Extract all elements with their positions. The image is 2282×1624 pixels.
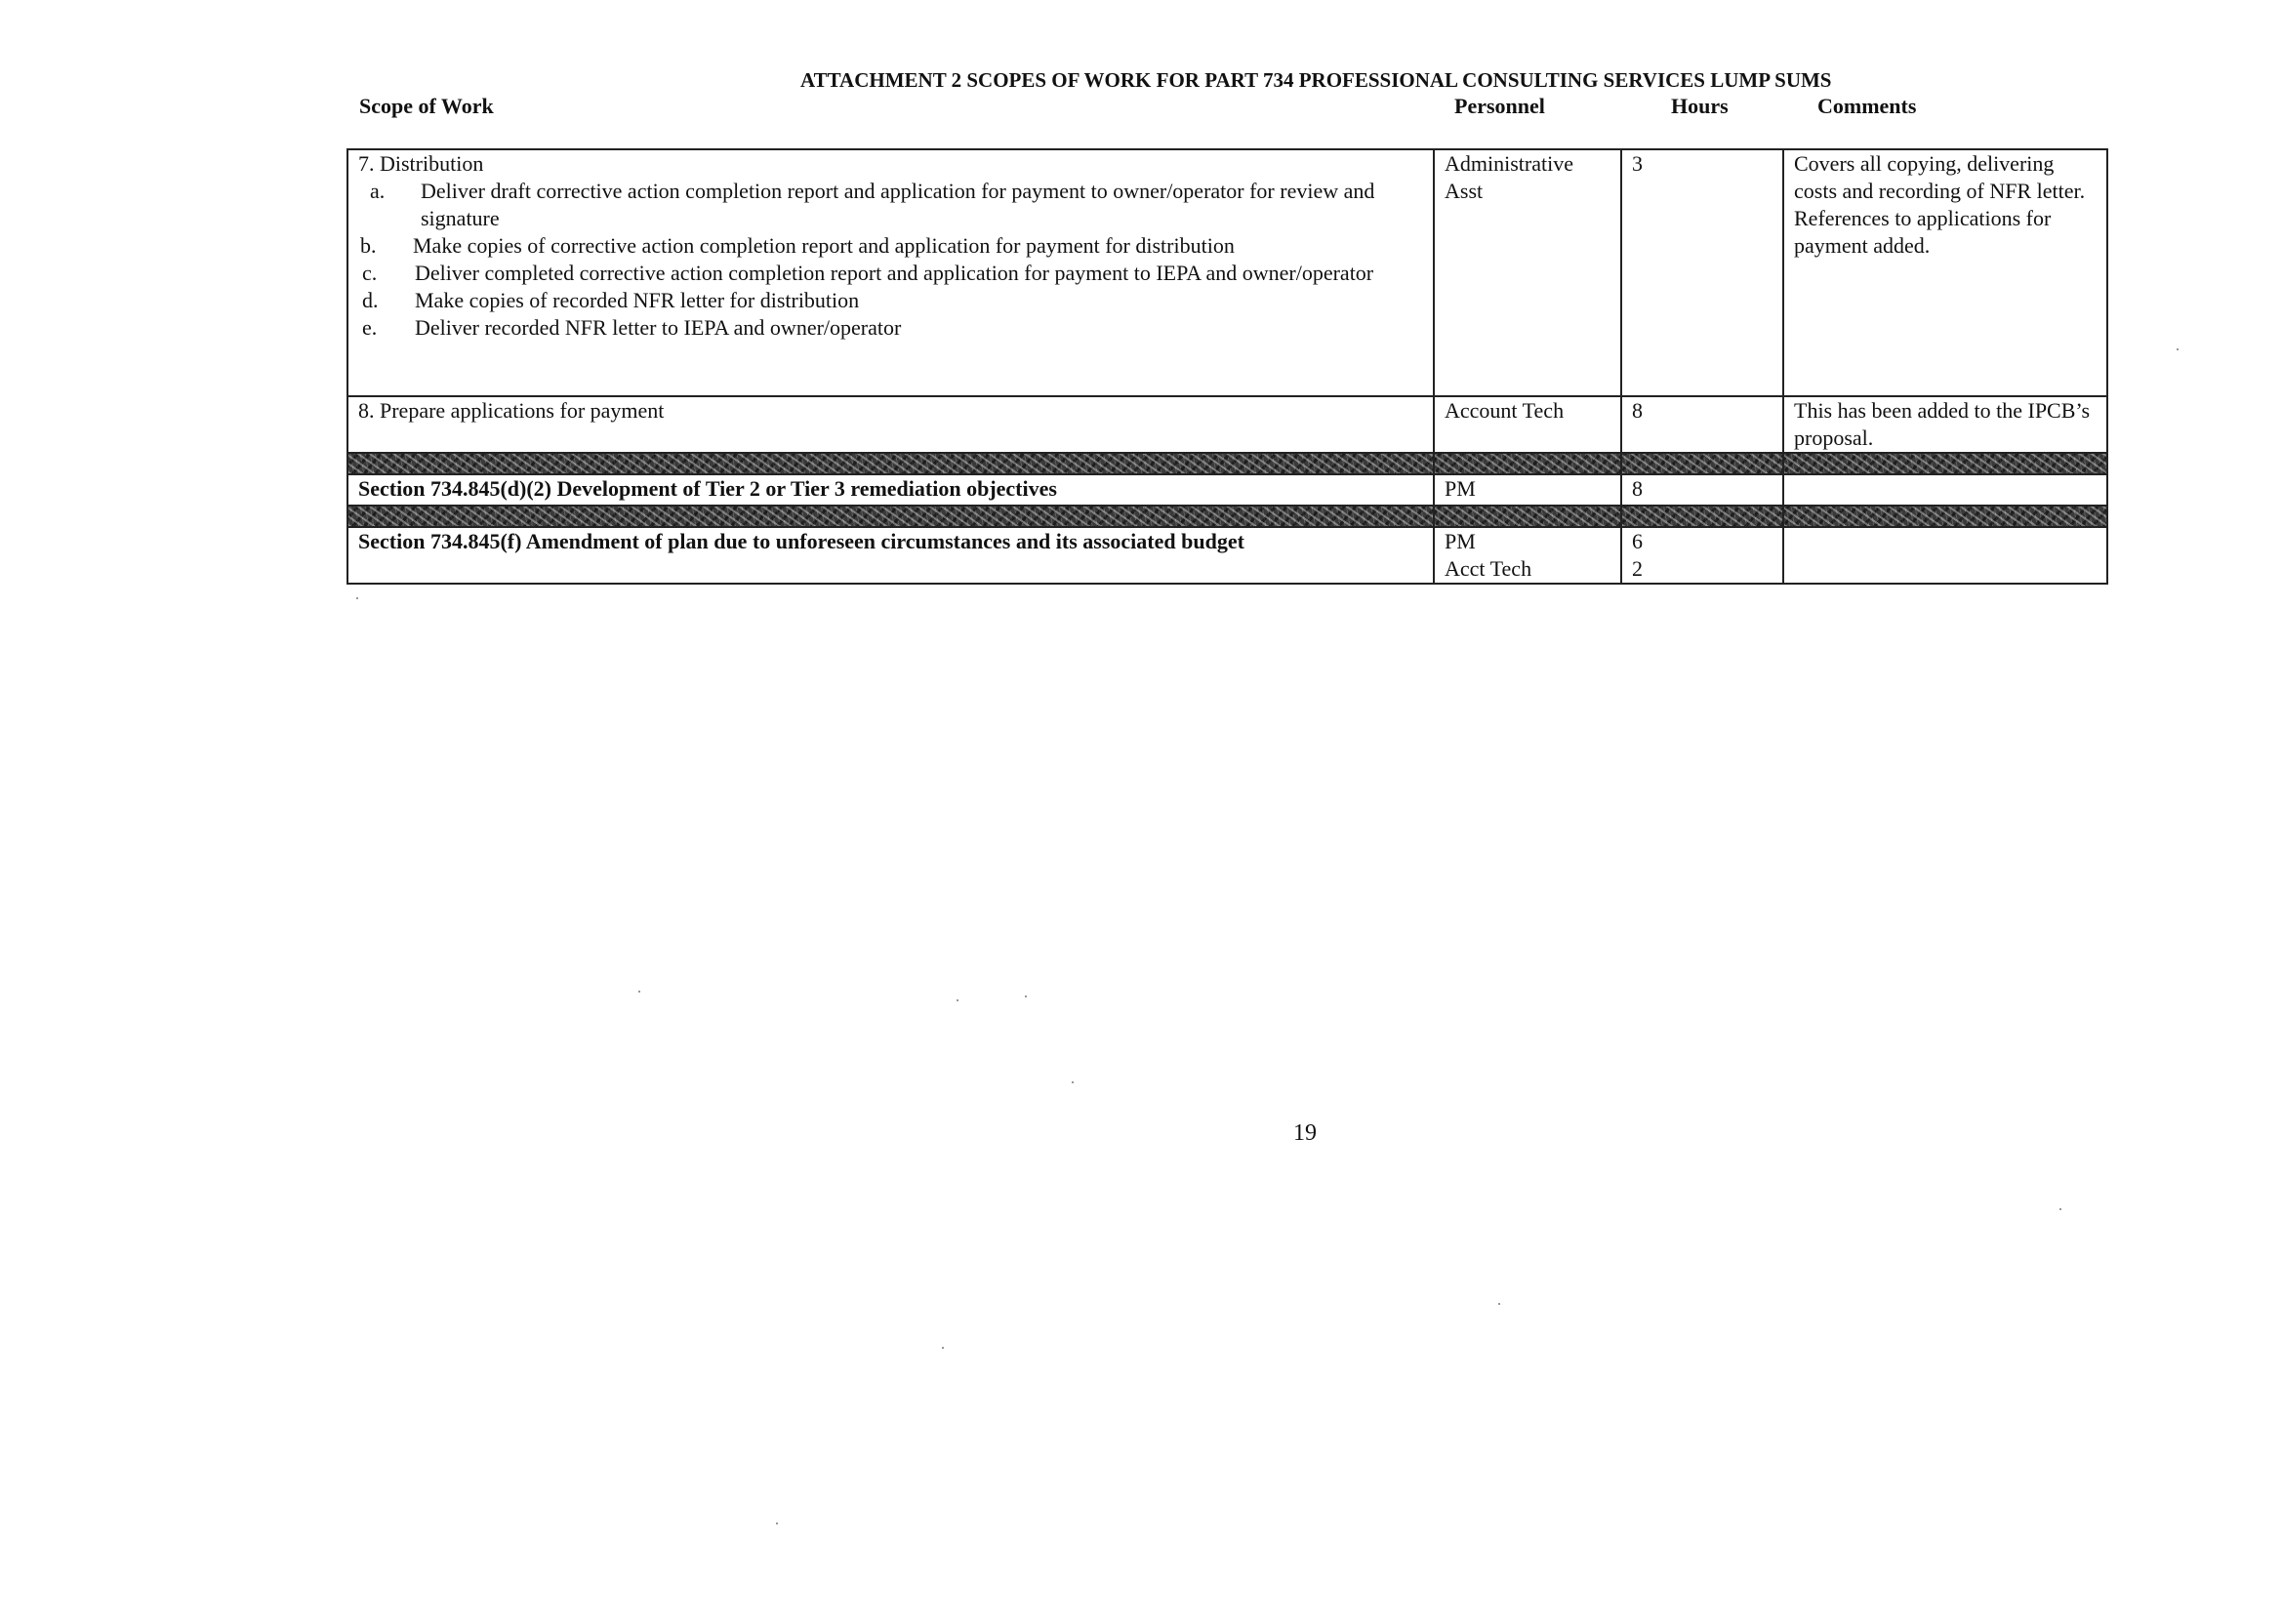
scan-speck	[2059, 1208, 2061, 1210]
personnel-cell: PM	[1434, 474, 1621, 506]
page-number: 19	[1293, 1120, 1317, 1146]
comments-cell	[1783, 474, 2107, 506]
scan-speck	[1498, 1303, 1500, 1305]
hours-cell: 8	[1621, 474, 1783, 506]
hours-cell: 8	[1621, 396, 1783, 453]
comments-cell	[1783, 527, 2107, 584]
header-comments: Comments	[1817, 94, 1917, 118]
list-item: c. Deliver completed corrective action completion report and application for payment to IEPA and owner/operator	[362, 261, 1374, 285]
scope-of-work-table	[346, 148, 2108, 585]
scan-speck	[942, 1347, 944, 1349]
scan-speck	[2177, 348, 2179, 350]
scope-cell: Section 734.845(d)(2) Development of Tier 2 or Tier 3 remediation objectives	[347, 474, 1434, 506]
scan-speck	[1072, 1081, 1074, 1083]
scope-cell	[347, 149, 1434, 396]
shaded-divider-row	[347, 453, 2107, 474]
header-scope-of-work: Scope of Work	[359, 94, 494, 118]
list-item: a. Deliver draft corrective action completion report and application for payment to owner/operator for review and signature	[370, 179, 1375, 230]
list-item: b. Make copies of corrective action completion report and application for payment for distribution	[360, 233, 1235, 258]
scan-speck	[1025, 995, 1027, 997]
list-item: e. Deliver recorded NFR letter to IEPA and owner/operator	[362, 315, 902, 340]
scan-speck	[957, 999, 958, 1001]
personnel-cell: PM Acct Tech	[1434, 527, 1621, 584]
header-personnel: Personnel	[1454, 94, 1545, 118]
personnel-cell: Account Tech	[1434, 396, 1621, 453]
header-hours: Hours	[1671, 94, 1729, 118]
shaded-divider-row	[347, 506, 2107, 527]
scope-cell: Section 734.845(f) Amendment of plan due to unforeseen circumstances and its associated budget	[347, 527, 1434, 584]
list-item: d. Make copies of recorded NFR letter for distribution	[362, 288, 860, 312]
scan-speck	[356, 597, 358, 599]
distribution-heading: 7. Distribution	[358, 151, 484, 176]
hours-cell: 6 2	[1621, 527, 1783, 584]
scope-cell: 8. Prepare applications for payment	[347, 396, 1434, 453]
table-row-amendment	[347, 527, 2107, 584]
document-title: ATTACHMENT 2 SCOPES OF WORK FOR PART 734 PROFESSIONAL CONSULTING SERVICES LUMP SUMS	[800, 68, 1832, 92]
table-row-payment	[347, 396, 2107, 453]
table-row-tier-objectives	[347, 474, 2107, 506]
personnel-cell: Administrative Asst	[1434, 149, 1621, 396]
scan-speck	[776, 1522, 778, 1524]
hours-cell: 3	[1621, 149, 1783, 396]
table-row-distribution	[347, 149, 2107, 396]
comments-cell: This has been added to the IPCB’s proposal.	[1783, 396, 2107, 453]
comments-cell: Covers all copying, delivering costs and recording of NFR letter. References to applications for payment added.	[1783, 149, 2107, 396]
scan-speck	[638, 991, 640, 993]
